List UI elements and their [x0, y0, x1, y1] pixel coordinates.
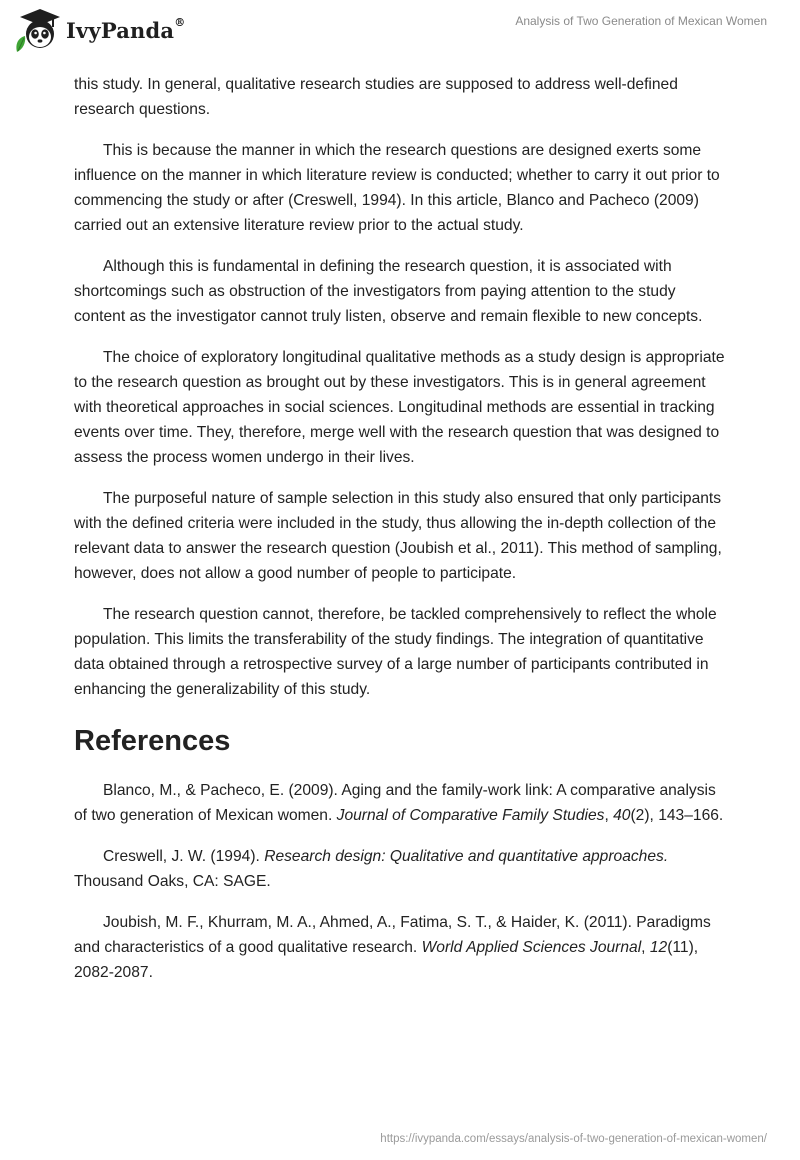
- source-url[interactable]: https://ivypanda.com/essays/analysis-of-two-generation-of-mexican-women/: [380, 1133, 767, 1145]
- paragraph: The research question cannot, therefore, be tackled comprehensively to reflect the whole population. This limits the transferability of the study findings. The integration of quantitative data obtained through a retrospective survey of a large number of participants contributed in enhancing the generalizability of this study.: [74, 606, 717, 698]
- document-title: Analysis of Two Generation of Mexican Women: [515, 14, 767, 28]
- ivypanda-logo[interactable]: [14, 8, 185, 52]
- paragraph: The choice of exploratory longitudinal qualitative methods as a study design is appropriate to the research question as brought out by these investigators. This is in general agreement with theoretical approaches in social sciences. Longitudinal methods are essential in tracking events over time. They, therefore, merge well with the research question that was designed to assess the process women undergo in their lives.: [74, 349, 725, 466]
- paragraph: The purposeful nature of sample selection in this study also ensured that only participants with the defined criteria were included in the study, thus allowing the in-depth collection of the relevant data to answer the research question (Joubish et al., 2011). This method of sampling, however, does not allow a good number of people to participate.: [74, 490, 722, 582]
- page-header: [0, 0, 800, 60]
- paragraph-continuation: this study. In general, qualitative research studies are supposed to address well-defined research questions.: [74, 76, 678, 118]
- panda-graduate-icon: [14, 8, 60, 52]
- paragraph: This is because the manner in which the research questions are designed exerts some influence on the manner in which literature review is conducted; whether to carry it out prior to commencing the study or after (Creswell, 1994). In this article, Blanco and Pacheco (2009) carried out an extensive literature review prior to the actual study.: [74, 142, 720, 234]
- brand-name: IvyPanda®: [66, 15, 186, 43]
- reference-entry: Creswell, J. W. (1994). Research design: Qualitative and quantitative approaches. Thousand Oaks, CA: SAGE.: [74, 848, 669, 890]
- references-heading: References: [74, 725, 231, 757]
- paragraph: Although this is fundamental in defining the research question, it is associated with shortcomings such as obstruction of the investigators from paying attention to the study content as the investigator cannot truly listen, observe and remain flexible to new concepts.: [74, 258, 703, 325]
- essay-content: [74, 72, 726, 1001]
- reference-entry: Joubish, M. F., Khurram, M. A., Ahmed, A., Fatima, S. T., & Haider, K. (2011). Paradigms and characteristics of a good qualitative research. World Applied Sciences Journal, 12(11), 2082-2087.: [74, 914, 711, 981]
- reference-entry: Blanco, M., & Pacheco, E. (2009). Aging and the family-work link: A comparative analysis of two generation of Mexican women. Journal of Comparative Family Studies, 40(2), 143–166.: [74, 782, 724, 824]
